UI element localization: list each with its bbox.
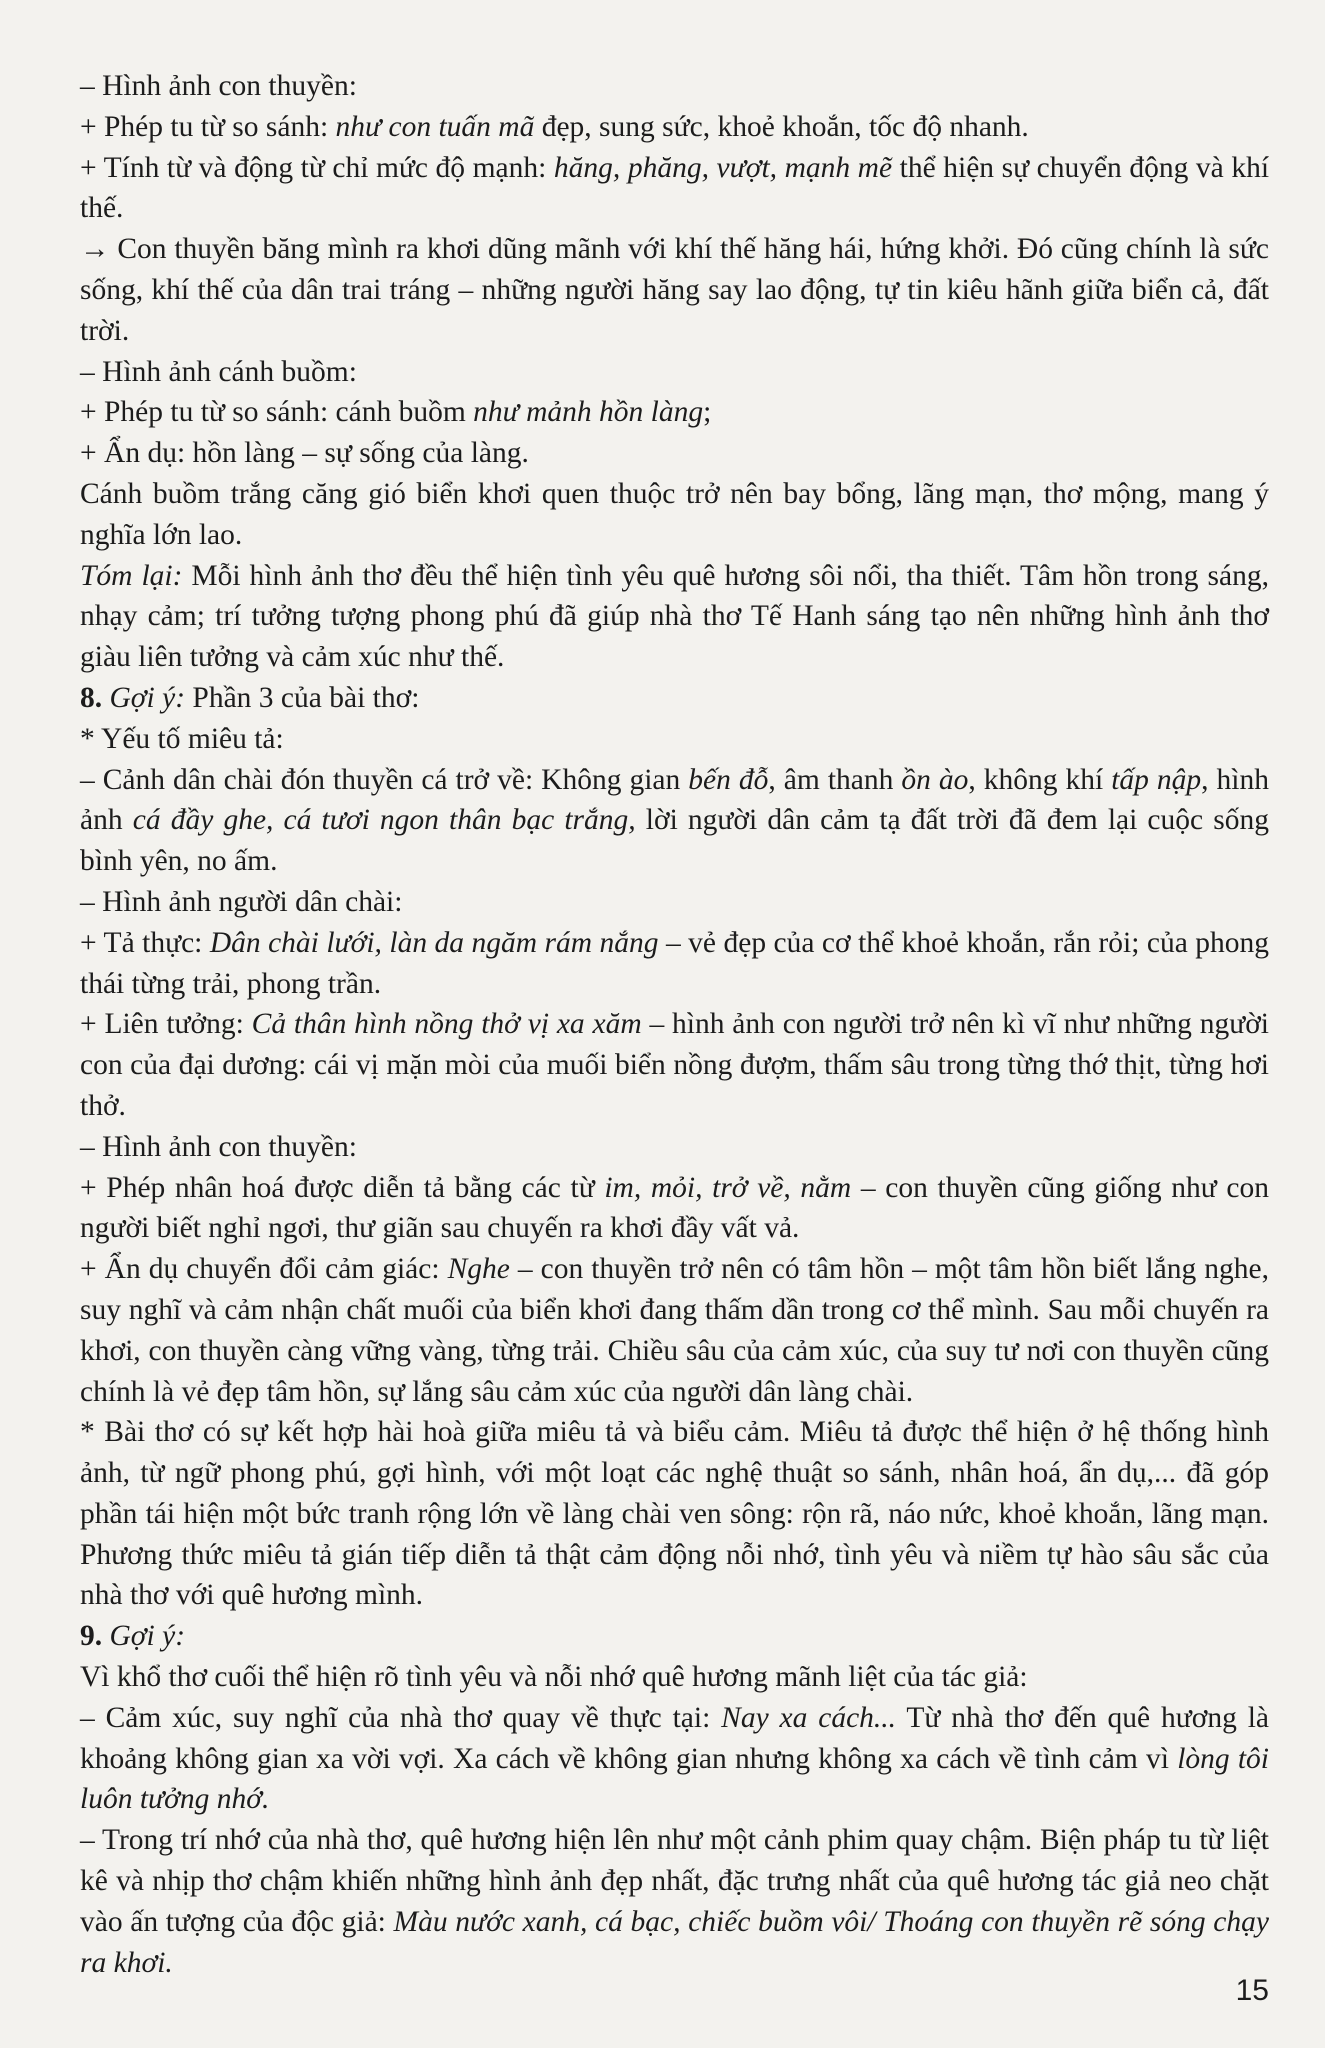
paragraph — [80, 148, 1269, 230]
italic-text: Gợi ý: — [109, 681, 186, 714]
text-run: + Phép nhân hoá được diễn tả bằng các từ — [80, 1171, 605, 1204]
paragraph — [80, 229, 1269, 351]
text-run: 8. — [80, 681, 110, 714]
text-run: Phần 3 của bài thơ: — [185, 681, 420, 714]
paragraph — [80, 107, 1269, 148]
paragraph — [80, 433, 1269, 474]
text-run: + Phép tu từ so sánh: — [80, 110, 336, 143]
text-run: – Hình ảnh người dân chài: — [80, 885, 403, 918]
text-run: – Hình ảnh cánh buồm: — [80, 355, 357, 388]
italic-text: cá đầy ghe, cá tươi ngon thân bạc trắng, — [132, 804, 636, 837]
paragraph — [80, 719, 1269, 760]
italic-text: Gợi ý: — [109, 1620, 186, 1653]
text-run: đẹp, sung sức, khoẻ khoắn, tốc độ nhanh. — [534, 110, 1029, 143]
text-run: – Cảm xúc, suy nghĩ của nhà thơ quay về thực tại: — [80, 1701, 722, 1734]
text-run: Từ nhà thơ đến quê hương là khoảng không gian xa vời vợi. Xa cách về không gian nhưng không xa cách về tình cảm vì — [80, 1701, 1269, 1775]
text-run: – Hình ảnh con thuyền: — [80, 1130, 357, 1163]
italic-text: Tóm lại: — [80, 559, 183, 592]
paragraph — [80, 1820, 1269, 1983]
italic-text: lòng tôi luôn tưởng nhớ. — [80, 1742, 1269, 1816]
text-run: , hình ảnh — [80, 763, 1269, 837]
paragraph — [80, 556, 1269, 678]
paragraph — [80, 882, 1269, 923]
text-run: + Liên tưởng: — [80, 1008, 252, 1041]
italic-text: Dân chài lưới, làn da ngăm rám nắng — [209, 926, 659, 959]
paragraph — [80, 760, 1269, 882]
paragraph — [80, 1249, 1269, 1412]
italic-text: im, mỏi, trở về, nằm — [604, 1171, 852, 1204]
text-run: + Phép tu từ so sánh: cánh buồm — [80, 396, 474, 429]
italic-text: Cả thân hình nồng thở vị xa xăm — [251, 1008, 642, 1041]
paragraph — [80, 678, 1269, 719]
paragraph — [80, 66, 1269, 107]
paragraph — [80, 1657, 1269, 1698]
text-run: – con thuyền trở nên có tâm hồn – một tâm hồn biết lắng nghe, suy nghĩ và cảm nhận chất muối của biển khơi đang thấm dần trong cơ thể mình. Sau mỗi chuyến ra khơi, con thuyền càng vững vàng, từng trải. Chiều sâu của cảm xúc, của suy tư nơi con thuyền cũng chính là vẻ đẹp tâm hồn, sự lắng sâu cảm xúc của người dân làng chài. — [80, 1253, 1269, 1408]
text-run: , âm thanh — [768, 763, 902, 796]
text-run: + Tính từ và động từ chỉ mức độ mạnh: — [80, 151, 554, 184]
text-run: + Ẩn dụ: hồn làng – sự sống của làng. — [80, 437, 529, 470]
paragraph — [80, 923, 1269, 1005]
italic-text: như con tuấn mã — [335, 110, 535, 143]
page-number: 15 — [1235, 1974, 1269, 2007]
italic-text: ồn ào — [901, 763, 969, 796]
text-run: * Yếu tố miêu tả: — [80, 722, 284, 755]
italic-text: bến đỗ — [688, 763, 769, 796]
text-run: + Tả thực: — [80, 926, 210, 959]
text-run: , không khí — [968, 763, 1112, 796]
text-run: – hình ảnh con người trở nên kì vĩ như những người con của đại dương: cái vị mặn mòi của muối biển nồng đượm, thấm sâu trong từng thớ thịt, từng hơi thở. — [80, 1008, 1269, 1122]
italic-text: tấp nập — [1111, 763, 1202, 796]
text-run: – vẻ đẹp của cơ thể khoẻ khoắn, rắn rỏi; của phong thái từng trải, phong trần. — [80, 926, 1269, 1000]
text-run: lời người dân cảm tạ đất trời đã đem lại cuộc sống bình yên, no ấm. — [80, 804, 1269, 878]
paragraph — [80, 1698, 1269, 1820]
italic-text: như mảnh hồn làng — [473, 396, 704, 429]
paragraph — [80, 392, 1269, 433]
italic-text: Màu nước xanh, cá bạc, chiếc buồm vôi/ Thoáng con thuyền rẽ sóng chạy ra khơi. — [80, 1905, 1269, 1979]
italic-text: hăng, phăng, vượt, mạnh mẽ — [553, 151, 893, 184]
body-text — [80, 66, 1269, 1983]
text-run: Cánh buồm trắng căng gió biển khơi quen thuộc trở nên bay bổng, lãng mạn, thơ mộng, mang ý nghĩa lớn lao. — [80, 477, 1269, 551]
text-run: thể hiện sự chuyển động và khí thế. — [80, 151, 1270, 225]
paragraph — [80, 474, 1269, 556]
text-run: Mỗi hình ảnh thơ đều thể hiện tình yêu quê hương sôi nổi, tha thiết. Tâm hồn trong sáng, nhạy cảm; trí tưởng tượng phong phú đã giúp nhà thơ Tế Hanh sáng tạo nên những hình ảnh thơ giàu liên tưởng và cảm xúc như thế. — [80, 559, 1269, 674]
text-run: Vì khổ thơ cuối thể hiện rõ tình yêu và nỗi nhớ quê hương mãnh liệt của tác giả: — [80, 1661, 1028, 1694]
text-run: – con thuyền cũng giống như con người biết nghỉ ngơi, thư giãn sau chuyến ra khơi đầy vất vả. — [80, 1171, 1269, 1245]
text-run: + Ẩn dụ chuyển đổi cảm giác: — [80, 1253, 448, 1286]
text-run: → Con thuyền băng mình ra khơi dũng mãnh với khí thế hăng hái, hứng khởi. Đó cũng chính là sức sống, khí thế của dân trai tráng – những người hăng say lao động, tự tin kiêu hãnh giữa biển cả, đất trời. — [80, 233, 1269, 347]
text-run: – Cảnh dân chài đón thuyền cá trở về: Không gian — [80, 763, 689, 796]
italic-text: Nay xa cách... — [721, 1701, 897, 1734]
paragraph — [80, 1168, 1269, 1250]
italic-text: Nghe — [447, 1253, 510, 1286]
text-run: 9. — [80, 1620, 110, 1653]
paragraph — [80, 1127, 1269, 1168]
paragraph — [80, 1616, 1269, 1657]
paragraph — [80, 352, 1269, 393]
paragraph — [80, 1412, 1269, 1616]
text-run: ; — [703, 396, 712, 429]
paragraph — [80, 1004, 1269, 1126]
text-run: – Hình ảnh con thuyền: — [80, 70, 357, 102]
text-run: – Trong trí nhớ của nhà thơ, quê hương hiện lên như một cảnh phim quay chậm. Biện pháp tu từ liệt kê và nhịp thơ chậm khiến những hình ảnh đẹp nhất, đặc trưng nhất của quê hương tác giả neo chặt vào ấn tượng của độc giả: — [80, 1824, 1269, 1938]
text-run: * Bài thơ có sự kết hợp hài hoà giữa miêu tả và biểu cảm. Miêu tả được thể hiện ở hệ thống hình ảnh, từ ngữ phong phú, gợi hình, với một loạt các nghệ thuật so sánh, nhân hoá, ẩn dụ,... đã góp phần tái hiện một bức tranh rộng lớn về làng chài ven sông: rộn rã, náo nức, khoẻ khoắn, lãng mạn. Phương thức miêu tả gián tiếp diễn tả thật cảm động nỗi nhớ, tình yêu và niềm tự hào sâu sắc của nhà thơ với quê hương mình. — [80, 1416, 1269, 1612]
